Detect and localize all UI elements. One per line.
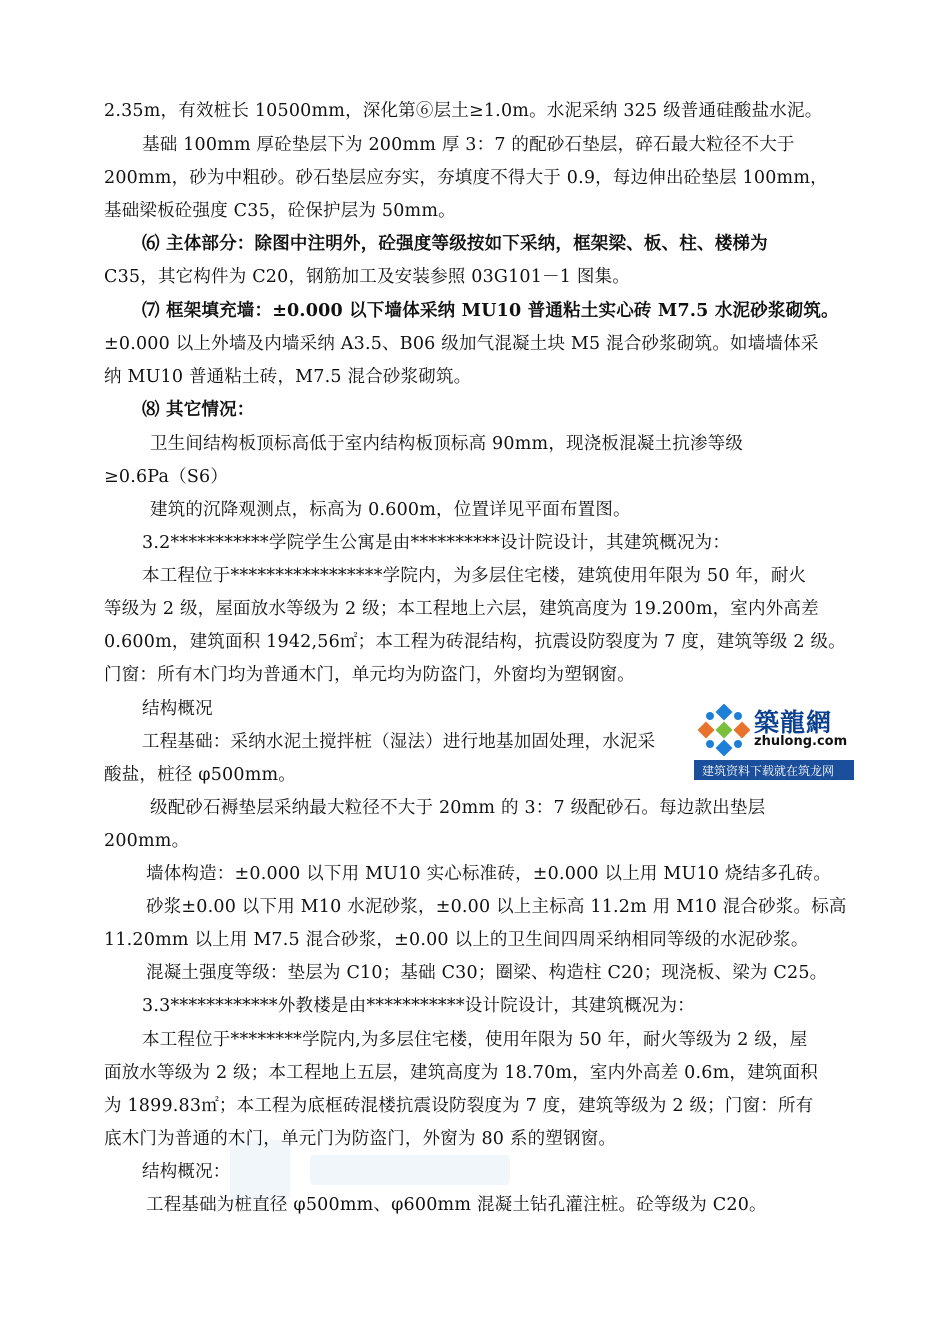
text-line: 200mm。 bbox=[104, 831, 190, 851]
text-line: 结构概况： bbox=[142, 1162, 231, 1182]
text-line: 墙体构造：±0.000 以下用 MU10 实心标准砖，±0.000 以上用 MU10 烧结多孔砖。 bbox=[146, 864, 832, 884]
text-line: 本工程位于*****************学院内，为多层住宅楼，建筑使用年限为 50 年，耐火 bbox=[142, 566, 807, 586]
section-heading: ⑻ 其它情况： bbox=[142, 400, 255, 420]
text-line: 酸盐，桩径 φ500mm。 bbox=[104, 765, 297, 785]
text-line: 0.600m，建筑面积 1942,56㎡；本工程为砖混结构，抗震设防裂度为 7 度，建筑等级 2 级。 bbox=[104, 632, 846, 652]
text-line: 混凝土强度等级：垫层为 C10；基础 C30；圈梁、构造柱 C20；现浇板、梁为 C25。 bbox=[146, 963, 828, 983]
zhulong-logo bbox=[694, 700, 854, 780]
text-line: 砂浆±0.00 以下用 M10 水泥砂浆，±0.00 以上主标高 11.2m 用 M10 混合砂浆。标高 bbox=[146, 897, 847, 917]
text-line: 基础梁板砼强度 C35，砼保护层为 50mm。 bbox=[104, 201, 456, 221]
logo-tagline-bar bbox=[694, 760, 854, 780]
text-line: 底木门为普通的木门，单元门为防盗门，外窗为 80 系的塑钢窗。 bbox=[104, 1129, 617, 1149]
text-line: 结构概况 bbox=[142, 699, 213, 719]
section-heading-text: ⑹ 主体部分：除图中注明外，砼强度等级按如下采纳，框架梁、板、柱、楼梯为 bbox=[142, 234, 768, 254]
text-line: 门窗：所有木门均为普通木门，单元均为防盗门，外窗均为塑钢窗。 bbox=[104, 665, 635, 685]
text-line: 本工程位于********学院内,为多层住宅楼，使用年限为 50 年，耐火等级为 2 级，屋 bbox=[142, 1030, 808, 1050]
text-line: 面放水等级为 2 级；本工程地上五层，建筑高度为 18.70m，室内外高差 0.6m，建筑面积 bbox=[104, 1063, 818, 1083]
text-line: 基础 100mm 厚砼垫层下为 200mm 厚 3：7 的配砂石垫层，碎石最大粒径不大于 bbox=[142, 135, 795, 155]
text-line: ≥0.6Pa（S6） bbox=[104, 467, 229, 487]
text-line: 2.35m，有效桩长 10500mm，深化第⑥层土≥1.0m。水泥采纳 325 级普通硅酸盐水泥。 bbox=[104, 101, 823, 121]
text-line: 级配砂石褥垫层采纳最大粒径不大于 20mm 的 3：7 级配砂石。每边款出垫层 bbox=[150, 798, 766, 818]
text-line: 3.2***********学院学生公寓是由**********设计院设计，其建筑概况为： bbox=[142, 533, 731, 553]
watermark-snowflake-icon bbox=[220, 1110, 520, 1220]
snowflake-logo-icon bbox=[698, 704, 750, 756]
logo-name: 築龍網 bbox=[754, 708, 833, 737]
text-line: 工程基础为桩直径 φ500mm、φ600mm 混凝土钻孔灌注桩。砼等级为 C20。 bbox=[146, 1195, 767, 1215]
text-line: C35，其它构件为 C20，钢筋加工及安装参照 03G101－1 图集。 bbox=[104, 267, 630, 287]
text-line: 等级为 2 级，屋面放水等级为 2 级；本工程地上六层，建筑高度为 19.200m，室内外高差 bbox=[104, 599, 819, 619]
logo-url: zhulong.com bbox=[754, 734, 848, 749]
text-line: 卫生间结构板顶标高低于室内结构板顶标高 90mm，现浇板混凝土抗渗等级 bbox=[150, 434, 744, 454]
text-line: 为 1899.83㎡；本工程为底框砖混楼抗震设防裂度为 7 度，建筑等级为 2 级；门窗：所有 bbox=[104, 1096, 814, 1116]
text-line: 工程基础：采纳水泥土搅拌桩（湿法）进行地基加固处理，水泥采 bbox=[142, 732, 656, 752]
text-line: 3.3************外教楼是由***********设计院设计，其建筑概况为： bbox=[142, 996, 695, 1016]
text-line: ±0.000 以上外墙及内墙采纳 A3.5、B06 级加气混凝土块 M5 混合砂浆砌筑。如墙墙体采 bbox=[104, 334, 819, 354]
text-line: 纳 MU10 普通粘土砖，M7.5 混合砂浆砌筑。 bbox=[104, 367, 472, 387]
text-line: 11.20mm 以上用 M7.5 混合砂浆，±0.00 以上的卫生间四周采纳相同等级的水泥砂浆。 bbox=[104, 930, 809, 950]
section-heading-text: ⑺ 框架填充墙：±0.000 以下墙体采纳 MU10 普通粘土实心砖 M7.5 水泥砂浆砌筑。 bbox=[142, 301, 839, 321]
logo-tagline: 建筑资料下载就在筑龙网 bbox=[702, 764, 835, 778]
text-line: 200mm，砂为中粗砂。砂石垫层应夯实，夯填度不得大于 0.9，每边伸出砼垫层 100mm， bbox=[104, 168, 828, 188]
text-line: 建筑的沉降观测点，标高为 0.600m，位置详见平面布置图。 bbox=[150, 500, 631, 520]
